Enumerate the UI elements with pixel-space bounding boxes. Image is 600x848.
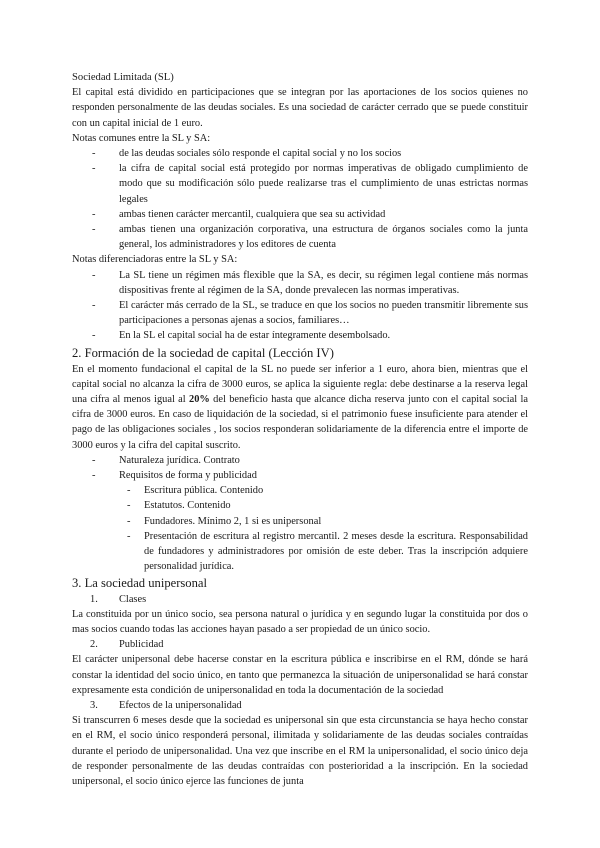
list-item: - la cifra de capital social está protegido por normas imperativas de obligado cumplimiento de modo que su modificación sólo puede realizarse tras el cumplimiento de unas estrictas normas legales: [72, 161, 528, 207]
numbered-subheading: [72, 698, 528, 713]
list-item: - de las deudas sociales sólo responde el capital social y no los socios: [72, 146, 528, 161]
list-item: - Estatutos. Contenido: [72, 498, 528, 513]
diff-notes-heading: Notas diferenciadoras entre la SL y SA:: [72, 254, 238, 266]
list-item: - ambas tienen una organización corporativa, una estructura de órganos sociales como la junta general, los administradores y los editores de cuenta: [72, 222, 528, 252]
sub-number: 1.: [90, 593, 98, 605]
diff-notes-list: [72, 268, 528, 344]
list-item: - ambas tienen carácter mercantil, cualquiera que sea su actividad: [72, 207, 528, 222]
formation-text-part1: En el momento fundacional el capital de la SL no puede ser inferior a 1 euro, ahora bien, mientras que el capital social no alcanza la cifra de 3000 euros, se aplica la siguiente regla: debe destinarse a la reserva legal una cifra al menos igual al: [72, 363, 528, 406]
list-item: - Naturaleza jurídica. Contrato: [72, 453, 528, 468]
numbered-subheading: [72, 592, 528, 607]
formation-paragraph: [72, 362, 528, 453]
sub-label: Efectos de la unipersonalidad: [119, 699, 242, 711]
unipersonal-sub1: [72, 592, 528, 607]
formation-text-part2: del beneficio hasta que alcance dicha reserva junto con el capital social la cifra de 3000 euros. En caso de liquidación de la sociedad, si el patrimonio fuese insuficiente para atender el pago de las obligaciones sociales , los socios responderan solidariamente de la diferencia entre el importe de 3000 euros y la cifra del capital suscrito.: [72, 394, 528, 451]
clases-paragraph: La constituida por un único socio, sea persona natural o jurídica y en segundo lugar la constituida por dos o mas socios cuando todas las acciones hayan pasado a ser propiedad de un único socio.: [72, 608, 528, 635]
publicidad-paragraph: El carácter unipersonal debe hacerse constar en la escritura pública e inscribirse en el RM, dónde se hará constar la identidad del socio único, en tanto que permanezca la situación de unipersonalidad se hará constar expresamente esta condición de unipersonalidad en toda la documentación de la sociedad: [72, 654, 528, 696]
unipersonal-sub3: [72, 698, 528, 713]
section-title-sl: Sociedad Limitada (SL): [72, 72, 174, 83]
section-heading-unipersonal: 3. La sociedad unipersonal: [72, 575, 207, 590]
sub-number: 2.: [90, 639, 98, 651]
sub-label: Publicidad: [119, 639, 164, 651]
section-heading-formation: 2. Formación de la sociedad de capital (Lección IV): [72, 345, 334, 360]
common-notes-list: [72, 146, 528, 252]
list-item: - La SL tiene un régimen más flexible que la SA, es decir, su régimen legal contiene más normas dispositivas frente al régimen de la SA, donde prevalecen las normas imperativas.: [72, 268, 528, 298]
common-notes-heading: Notas comunes entre la SL y SA:: [72, 132, 211, 144]
efectos-paragraph: Si transcurren 6 meses desde que la sociedad es unipersonal sin que esta circunstancia se haya hecho constar en el RM, el socio único responderá personal, ilimitada y solidariamente de las deudas sociales contraídas durante el periodo de unipersonalidad. Una vez que inscribe en el RM la unipersonalidad, el socio único deja de responder personalmente de las deudas contraídas con posterioridad a la inscripción. En la sociedad unipersonal, el socio único ejerce las funciones de junta: [72, 715, 528, 787]
sub-number: 3.: [90, 699, 98, 711]
formation-bold-percent: 20%: [189, 394, 210, 406]
numbered-subheading: [72, 637, 528, 652]
list-item: - Requisitos de forma y publicidad: [72, 468, 528, 483]
sub-label: Clases: [119, 593, 147, 605]
list-item: - Presentación de escritura al registro mercantil. 2 meses desde la escritura. Responsabilidad de fundadores y administradores por omisión de este deber. Tras la inscripción adquiere personalidad jurídica.: [72, 529, 528, 575]
unipersonal-sub2: [72, 637, 528, 652]
sl-intro-paragraph: El capital está dividido en participaciones que se integran por las aportaciones de los socios quienes no responden personalmente de las deudas sociales. Es una sociedad de carácter cerrado que se puede constituir con un capital inicial de 1 euro.: [72, 87, 528, 129]
list-item: - Fundadores. Mínimo 2, 1 si es unipersonal: [72, 514, 528, 529]
formation-sublist: [72, 483, 528, 574]
list-item: - El carácter más cerrado de la SL, se traduce en que los socios no pueden transmitir libremente sus participaciones a personas ajenas a socios, familiares…: [72, 298, 528, 328]
formation-list: [72, 453, 528, 483]
list-item: - En la SL el capital social ha de estar íntegramente desembolsado.: [72, 328, 528, 343]
list-item: - Escritura pública. Contenido: [72, 483, 528, 498]
